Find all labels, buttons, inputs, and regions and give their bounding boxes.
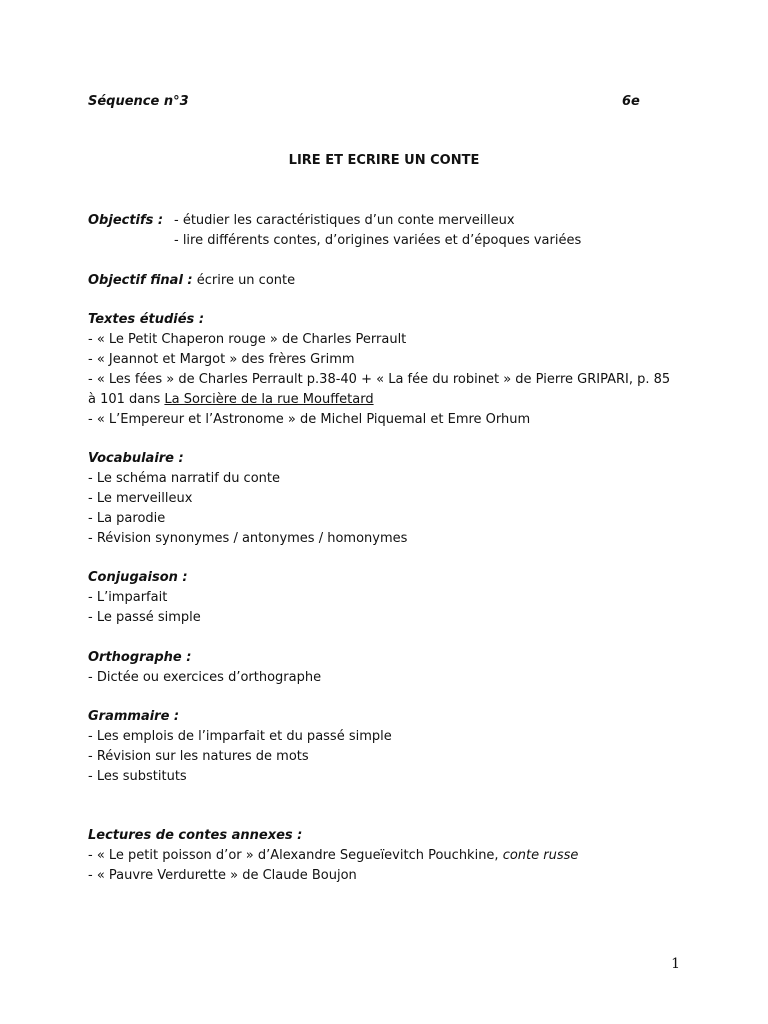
vocabulaire-label: Vocabulaire : [88, 451, 184, 466]
sequence-label: Séquence n°3 [88, 94, 189, 109]
grammaire-label: Grammaire : [88, 709, 180, 724]
texte-item: - « Le Petit Chaperon rouge » de Charles Perrault [88, 332, 407, 347]
lecture-item: - « Pauvre Verdurette » de Claude Boujon [88, 868, 357, 883]
page-title: LIRE ET ECRIRE UN CONTE [288, 153, 480, 168]
lecture-item [88, 846, 578, 866]
conjugaison-item: - L’imparfait [88, 590, 168, 605]
vocabulaire-item: - La parodie [88, 511, 166, 526]
grammaire-item: - Les substituts [88, 769, 187, 784]
texte-item: - « L’Empereur et l’Astronome » de Michel Piquemal et Emre Orhum [88, 412, 531, 427]
lecture-item-origin: conte russe [502, 848, 579, 863]
objectif-final-label: Objectif final : [88, 273, 193, 288]
objectifs-label: Objectifs : [88, 213, 164, 228]
texte-item: - « Les fées » de Charles Perrault p.38-40 + « La fée du robinet » de Pierre GRIPARI, p. 85 [88, 372, 671, 387]
lectures-label: Lectures de contes annexes : [88, 828, 303, 843]
objectif-final-value: écrire un conte [196, 273, 296, 288]
conjugaison-label: Conjugaison : [88, 570, 188, 585]
grammaire-item: - Révision sur les natures de mots [88, 749, 309, 764]
objectif-item: - étudier les caractéristiques d’un conte merveilleux [174, 213, 515, 228]
textes-label: Textes étudiés : [88, 312, 205, 327]
objectif-item: - lire différents contes, d’origines variées et d’époques variées [174, 233, 582, 248]
orthographe-label: Orthographe : [88, 650, 192, 665]
vocabulaire-item: - Le schéma narratif du conte [88, 471, 280, 486]
grammaire-item: - Les emplois de l’imparfait et du passé simple [88, 729, 392, 744]
page-number: 1 [671, 956, 680, 972]
vocabulaire-item: - Le merveilleux [88, 491, 193, 506]
vocabulaire-item: - Révision synonymes / antonymes / homonymes [88, 531, 408, 546]
lecture-item-text: - « Le petit poisson d’or » d’Alexandre Segueïevitch Pouchkine, [88, 848, 503, 863]
texte-item-prefix: à 101 dans [88, 392, 165, 407]
objectif-final-line [88, 271, 295, 291]
conjugaison-item: - Le passé simple [88, 610, 201, 625]
texte-item-continuation [88, 390, 374, 410]
level-label: 6e [622, 94, 640, 109]
texte-item: - « Jeannot et Margot » des frères Grimm [88, 352, 355, 367]
orthographe-item: - Dictée ou exercices d’orthographe [88, 670, 322, 685]
book-title: La Sorcière de la rue Mouffetard [164, 392, 374, 407]
